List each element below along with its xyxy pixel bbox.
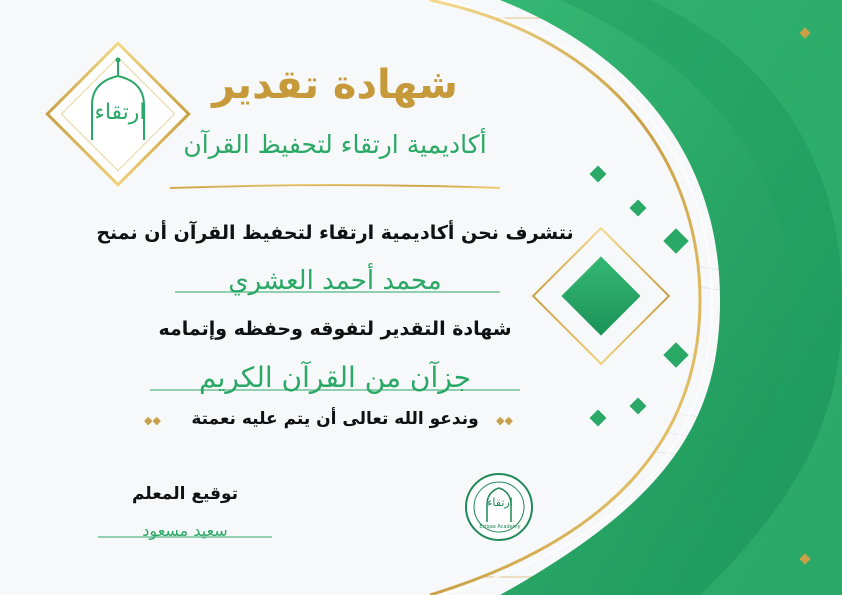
seal-english-name: Ertqaa Academy [479, 524, 521, 530]
academy-logo: ارتقاء [94, 100, 146, 125]
recipient-name: محمد أحمد العشري [228, 266, 442, 296]
academy-seal: ارتقاء [487, 496, 513, 509]
intro-text: نتشرف نحن أكاديمية ارتقاء لتحفيظ القرآن أن نمنح [96, 222, 574, 244]
academy-name: أكاديمية ارتقاء لتحفيظ القرآن [183, 130, 487, 159]
signature-name: سعيد مسعود [142, 521, 228, 540]
ornament-icon: ◆◆ [496, 414, 513, 427]
signature-label: توقيع المعلم [131, 484, 239, 504]
certificate-title: شهادة تقدير [212, 62, 458, 108]
ornament-icon: ◆◆ [144, 414, 161, 427]
prayer-text: وندعو الله تعالى أن يتم عليه نعمتة [191, 409, 479, 429]
achievement-text: جزآن من القرآن الكريم [198, 361, 472, 394]
award-reason: شهادة التقدير لتفوقه وحفظه وإتمامه [158, 318, 512, 340]
